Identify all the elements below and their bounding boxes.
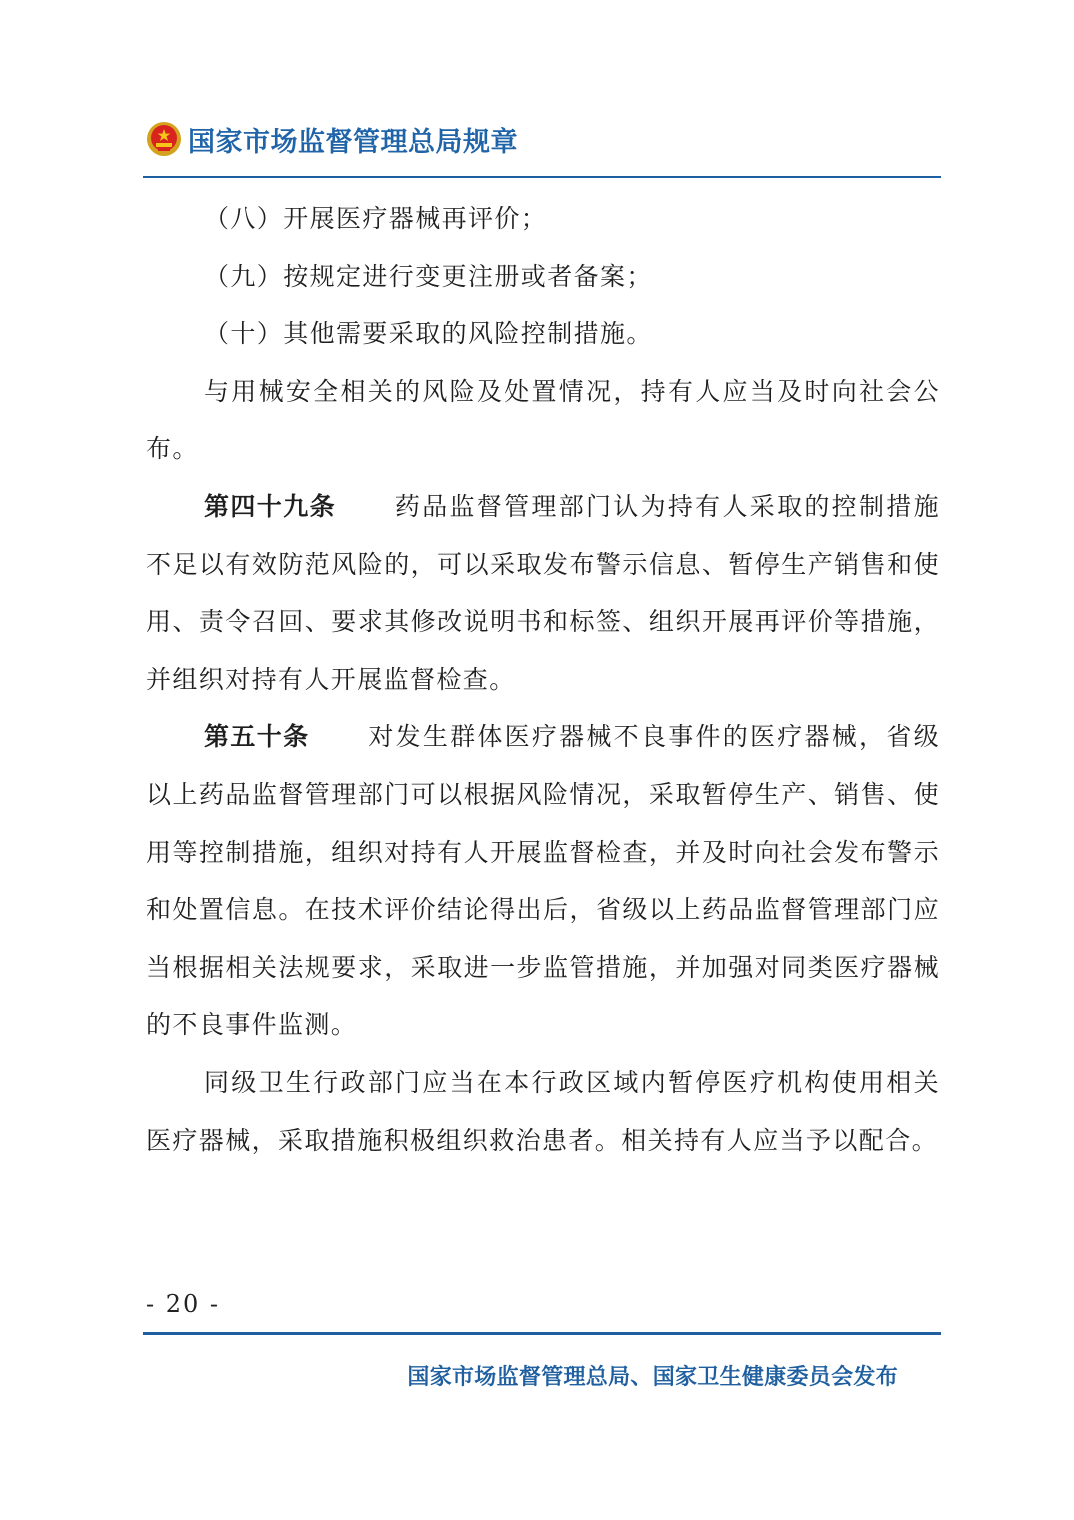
page-number: - 20 - (146, 1290, 221, 1318)
document-body (146, 190, 940, 1169)
national-emblem-icon (146, 121, 182, 157)
article-49 (146, 478, 940, 708)
page-header (146, 116, 518, 162)
disclosure-paragraph: 与用械安全相关的风险及处置情况，持有人应当及时向社会公布。 (146, 376, 940, 464)
header-title: 国家市场监督管理总局规章 (188, 126, 518, 158)
list-item-10: （十）其他需要采取的风险控制措施。 (204, 319, 653, 349)
article-49-text: 药品监督管理部门认为持有人采取的控制措施不足以有效防范风险的，可以采取发布警示信息、暂停生产销售和使用、责令召回、要求其修改说明书和标签、组织开展再评价等措施，并组织对持有人开展监督检查。 (146, 491, 940, 694)
list-item-9: （九）按规定进行变更注册或者备案； (204, 261, 653, 291)
article-50-text: 对发生群体医疗器械不良事件的医疗器械，省级以上药品监督管理部门可以根据风险情况，采取暂停生产、销售、使用等控制措施，组织对持有人开展监督检查，并及时向社会发布警示和处置信息。在技术评价结论得出后，省级以上药品监督管理部门应当根据相关法规要求，采取进一步监管措施，并加强对同类医疗器械的不良事件监测。 (146, 722, 940, 1040)
article-50 (146, 708, 940, 1054)
article-50-heading: 第五十条 (204, 722, 310, 752)
article-49-heading: 第四十九条 (204, 491, 336, 521)
header-divider (143, 176, 941, 178)
footer-divider (143, 1332, 941, 1335)
list-item-8: （八）开展医疗器械再评价； (204, 204, 548, 233)
health-dept-paragraph: 同级卫生行政部门应当在本行政区域内暂停医疗机构使用相关医疗器械，采取措施积极组织救治患者。相关持有人应当予以配合。 (146, 1067, 940, 1155)
footer-publisher: 国家市场监督管理总局、国家卫生健康委员会发布 (407, 1365, 898, 1390)
